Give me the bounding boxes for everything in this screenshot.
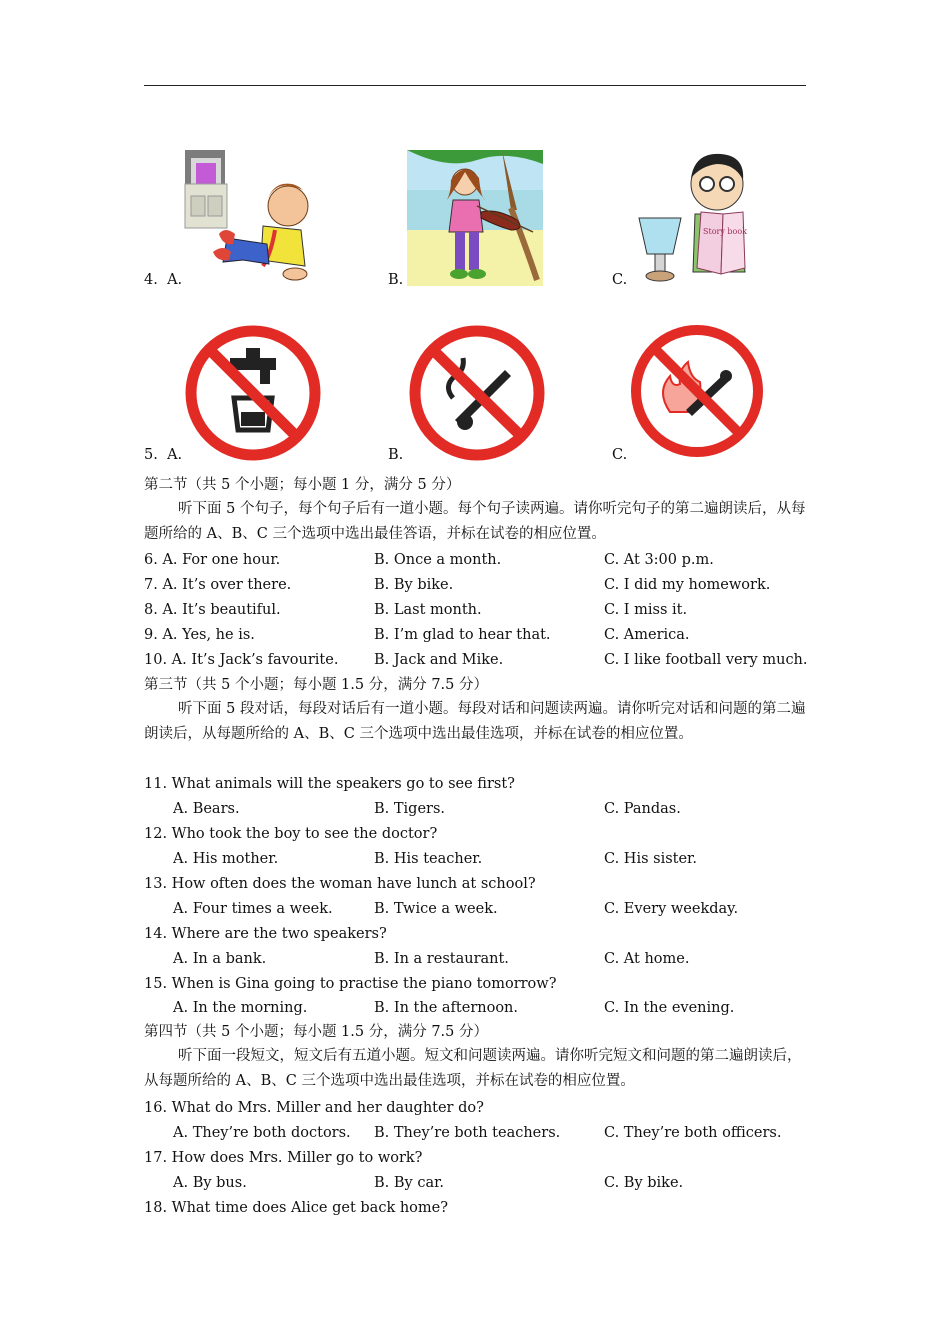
boy-watching-tv-illustration: [183, 148, 315, 286]
q11-option-a: A. Bears.: [173, 801, 240, 817]
q8-option-c: C. I miss it.: [604, 602, 688, 618]
q13-option-a: A. Four times a week.: [173, 901, 333, 917]
q10-option-b: B. Jack and Mike.: [374, 652, 504, 668]
q17-question: 17. How does Mrs. Miller go to work?: [144, 1150, 423, 1166]
no-drinking-sign: [184, 324, 322, 462]
q12-option-c: C. His sister.: [604, 851, 698, 867]
section-3-instruction: 听下面 5 段对话，每段对话后有一道小题。每段对话和问题读两遍。请你听完对话和问题的第二遍朗读后，从每题所给的 A、B、C 三个选项中选出最佳选项，并标在试卷的相应位置。: [144, 701, 806, 742]
q5-option-a-label: 5. A.: [144, 447, 183, 463]
q13-question: 13. How often does the woman have lunch at school?: [144, 876, 536, 892]
q8-option-a: 8. A. It’s beautiful.: [144, 602, 281, 618]
q5-option-b-label: B.: [388, 447, 404, 463]
q14-question: 14. Where are the two speakers?: [144, 926, 387, 942]
section-4-heading: 第四节（共 5 个小题；每小题 1.5 分，满分 7.5 分）: [144, 1024, 488, 1040]
no-open-fire-sign: [630, 322, 764, 460]
q6-option-a: 6. A. For one hour.: [144, 552, 281, 568]
q12-option-b: B. His teacher.: [374, 851, 483, 867]
no-smoking-sign: [407, 324, 547, 462]
section-2-instruction: 听下面 5 个句子，每个句子后有一道小题。每个句子读两遍。请你听完句子的第二遍朗读后，从每题所给的 A、B、C 三个选项中选出最佳答语，并标在试卷的相应位置。: [144, 501, 806, 542]
q16-option-c: C. They’re both officers.: [604, 1125, 782, 1141]
q7-option-c: C. I did my homework.: [604, 577, 771, 593]
boy-reading-story-book-illustration: [635, 148, 763, 286]
q5-option-c-label: C.: [612, 447, 628, 463]
q11-option-c: C. Pandas.: [604, 801, 681, 817]
q10-option-c: C. I like football very much.: [604, 652, 808, 668]
q16-option-b: B. They’re both teachers.: [374, 1125, 561, 1141]
q11-question: 11. What animals will the speakers go to see first?: [144, 776, 515, 792]
q4-option-c-label: C.: [612, 272, 628, 288]
q15-question: 15. When is Gina going to practise the piano tomorrow?: [144, 976, 557, 992]
q17-option-c: C. By bike.: [604, 1175, 684, 1191]
q12-question: 12. Who took the boy to see the doctor?: [144, 826, 438, 842]
q11-option-b: B. Tigers.: [374, 801, 446, 817]
q15-option-c: C. In the evening.: [604, 1000, 735, 1016]
girl-playing-violin-illustration: [407, 150, 543, 286]
q17-option-a: A. By bus.: [173, 1175, 247, 1191]
q6-option-b: B. Once a month.: [374, 552, 502, 568]
q16-question: 16. What do Mrs. Miller and her daughter do?: [144, 1100, 484, 1116]
section-2-heading: 第二节（共 5 个小题；每小题 1 分，满分 5 分）: [144, 477, 461, 493]
story-book-cover-text: Story book: [703, 227, 747, 236]
q15-option-a: A. In the morning.: [173, 1000, 308, 1016]
header-rule: [144, 85, 806, 86]
q17-option-b: B. By car.: [374, 1175, 445, 1191]
q14-option-a: A. In a bank.: [173, 951, 267, 967]
q14-option-b: B. In a restaurant.: [374, 951, 509, 967]
q10-option-a: 10. A. It’s Jack’s favourite.: [144, 652, 339, 668]
q7-option-b: B. By bike.: [374, 577, 454, 593]
q16-option-a: A. They’re both doctors.: [173, 1125, 351, 1141]
q4-option-b-label: B.: [388, 272, 404, 288]
q13-option-b: B. Twice a week.: [374, 901, 498, 917]
q6-option-c: C. At 3:00 p.m.: [604, 552, 714, 568]
q9-option-c: C. America.: [604, 627, 690, 643]
q7-option-a: 7. A. It’s over there.: [144, 577, 292, 593]
q13-option-c: C. Every weekday.: [604, 901, 739, 917]
q18-question: 18. What time does Alice get back home?: [144, 1200, 449, 1216]
section-3-heading: 第三节（共 5 个小题；每小题 1.5 分，满分 7.5 分）: [144, 677, 488, 693]
q12-option-a: A. His mother.: [173, 851, 279, 867]
q8-option-b: B. Last month.: [374, 602, 482, 618]
q15-option-b: B. In the afternoon.: [374, 1000, 519, 1016]
q9-option-b: B. I’m glad to hear that.: [374, 627, 551, 643]
q14-option-c: C. At home.: [604, 951, 690, 967]
q4-option-a-label: 4. A.: [144, 272, 183, 288]
section-4-instruction: 听下面一段短文，短文后有五道小题。短文和问题读两遍。请你听完短文和问题的第二遍朗读后，从每题所给的 A、B、C 三个选项中选出最佳选项，并标在试卷的相应位置。: [144, 1048, 802, 1089]
q9-option-a: 9. A. Yes, he is.: [144, 627, 255, 643]
